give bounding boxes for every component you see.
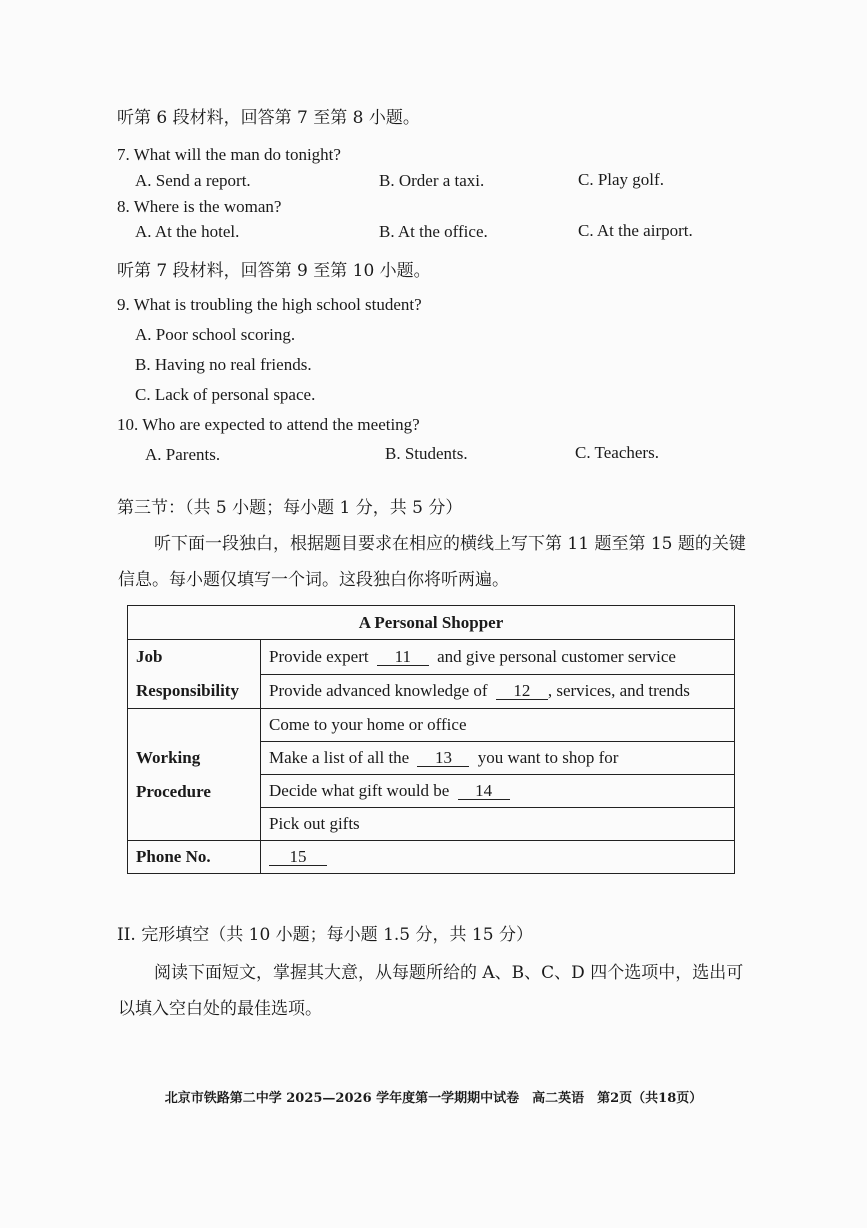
blank-15[interactable]: 15 (269, 848, 327, 866)
table-row (261, 674, 735, 709)
section-7-heading: 听第 7 段材料，回答第 9 至第 10 小题。 (117, 261, 431, 281)
q10-option-c: C. Teachers. (575, 443, 659, 462)
row2-text-after: , services, and trends (547, 681, 690, 701)
job-responsibility-label (128, 640, 261, 709)
part-3-heading: 第三节：（共 5 小题；每小题 1 分，共 5 分） (117, 498, 463, 518)
question-8: 8. Where is the woman? (117, 197, 282, 216)
row2-text: Provide advanced knowledge of (269, 681, 488, 701)
q9-option-b: B. Having no real friends. (135, 355, 312, 374)
blank-12[interactable]: 12 (496, 682, 548, 700)
table-row (261, 775, 735, 808)
q7-option-b: B. Order a taxi. (379, 171, 485, 190)
part-3-instructions (118, 526, 748, 598)
job-label-line-1: Job (136, 647, 163, 666)
q9-option-a: A. Poor school scoring. (135, 325, 296, 344)
q7-option-a: A. Send a report. (135, 171, 251, 190)
blank-11[interactable]: 11 (377, 648, 429, 666)
part-2-instructions (118, 955, 748, 1027)
section-6-heading: 听第 6 段材料，回答第 7 至第 8 小题。 (117, 108, 420, 128)
row1-text: Provide expert (269, 646, 369, 666)
question-7: 7. What will the man do tonight? (117, 145, 341, 164)
page-footer: 北京市铁路第二中学 2025—2026 学年度第一学期期中试卷 高二英语 第2页（共18页） (164, 1091, 703, 1106)
table-row (261, 640, 735, 675)
row5-text: Decide what gift would be (269, 781, 450, 800)
question-9: 9. What is troubling the high school student? (117, 295, 422, 314)
procedure-label-line-2: Procedure (136, 781, 211, 801)
row4-text-after: you want to shop for (477, 748, 619, 767)
row1-text-after: and give personal customer service (437, 646, 676, 666)
working-procedure-label (128, 709, 261, 841)
table-row (261, 841, 735, 874)
q10-option-a: A. Parents. (145, 445, 221, 464)
table-title: A Personal Shopper (128, 606, 735, 640)
q7-option-c: C. Play golf. (578, 170, 664, 189)
job-label-line-2: Responsibility (136, 681, 239, 700)
procedure-label-line-1: Working (136, 747, 201, 767)
q9-option-c: C. Lack of personal space. (135, 385, 316, 404)
row4-text: Make a list of all the (269, 748, 410, 767)
phone-label: Phone No. (128, 841, 261, 874)
table-row (261, 742, 735, 775)
blank-13[interactable]: 13 (417, 749, 469, 767)
part-2-heading: II. 完形填空（共 10 小题；每小题 1.5 分，共 15 分） (117, 925, 533, 945)
q10-option-b: B. Students. (385, 444, 468, 463)
q8-option-c: C. At the airport. (578, 221, 693, 240)
question-10: 10. Who are expected to attend the meeting? (117, 415, 420, 434)
blank-14[interactable]: 14 (458, 782, 510, 800)
table-row: Come to your home or office (261, 709, 735, 742)
personal-shopper-table (127, 605, 735, 874)
part-2-instructions-text: 阅读下面短文，掌握其大意，从每题所给的 A、B、C、D 四个选项中，选出可以填入空白处的最佳选项。 (118, 963, 744, 1019)
part-3-instructions-text: 听下面一段独白，根据题目要求在相应的横线上写下第 11 题至第 15 题的关键信息。每小题仅填写一个词。这段独白你将听两遍。 (118, 534, 746, 590)
q8-option-a: A. At the hotel. (135, 222, 240, 241)
q8-option-b: B. At the office. (379, 222, 488, 241)
table-row: Pick out gifts (261, 808, 735, 841)
